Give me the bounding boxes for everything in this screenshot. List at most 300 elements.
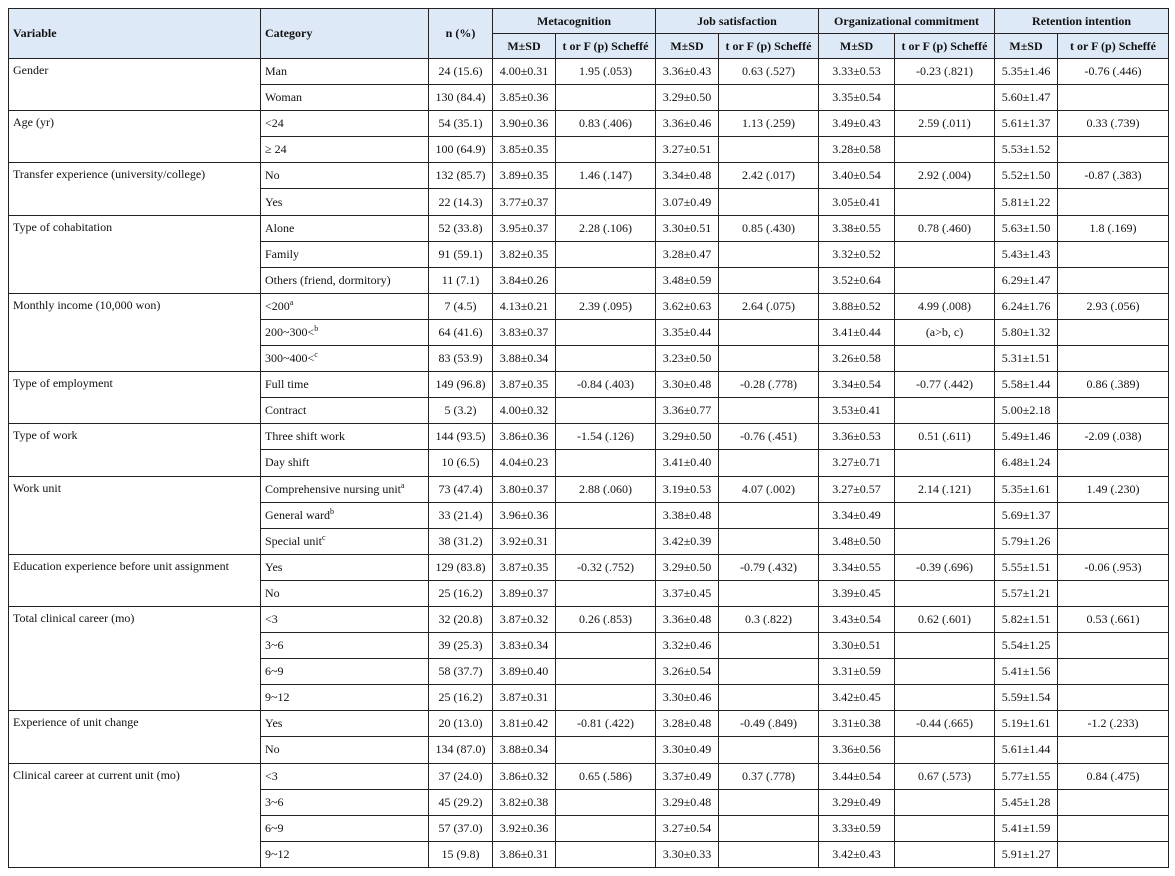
header-n: n (%) — [429, 9, 493, 59]
retention-test-cell — [1058, 319, 1169, 345]
metacognition-msd-cell: 3.86±0.36 — [493, 424, 556, 450]
job-satisfaction-msd-cell: 3.23±0.50 — [656, 346, 719, 372]
n-cell: 149 (96.8) — [429, 372, 493, 398]
category-label: Others (friend, dormitory) — [265, 272, 391, 287]
n-cell: 25 (16.2) — [429, 685, 493, 711]
category-cell — [261, 398, 429, 424]
category-cell — [261, 293, 429, 319]
category-cell — [261, 59, 429, 85]
commitment-test-cell — [895, 189, 995, 215]
retention-msd-cell: 5.52±1.50 — [995, 163, 1058, 189]
metacognition-test-cell — [556, 659, 656, 685]
retention-test-cell: 0.53 (.661) — [1058, 606, 1169, 632]
job-satisfaction-msd-cell: 3.37±0.49 — [656, 763, 719, 789]
metacognition-msd-cell: 3.85±0.36 — [493, 85, 556, 111]
n-cell: 83 (53.9) — [429, 346, 493, 372]
job-satisfaction-test-cell: -0.49 (.849) — [719, 711, 819, 737]
commitment-msd-cell: 3.27±0.57 — [819, 476, 895, 502]
retention-test-cell: -0.06 (.953) — [1058, 554, 1169, 580]
category-cell — [261, 554, 429, 580]
metacognition-test-cell — [556, 346, 656, 372]
table-row — [9, 711, 1169, 737]
table-body — [9, 59, 1169, 868]
n-cell: 52 (33.8) — [429, 215, 493, 241]
commitment-msd-cell: 3.41±0.44 — [819, 319, 895, 345]
category-cell — [261, 163, 429, 189]
commitment-test-cell — [895, 398, 995, 424]
job-satisfaction-msd-cell: 3.26±0.54 — [656, 659, 719, 685]
job-satisfaction-msd-cell: 3.36±0.43 — [656, 59, 719, 85]
commitment-msd-cell: 3.48±0.50 — [819, 528, 895, 554]
retention-msd-cell: 5.82±1.51 — [995, 606, 1058, 632]
category-cell — [261, 450, 429, 476]
category-label: 3~6 — [265, 794, 284, 809]
table-row — [9, 606, 1169, 632]
job-satisfaction-msd-cell: 3.27±0.54 — [656, 815, 719, 841]
retention-test-cell — [1058, 789, 1169, 815]
variable-cell: Type of employment — [9, 372, 261, 424]
header-category: Category — [261, 9, 429, 59]
job-satisfaction-test-cell — [719, 737, 819, 763]
commitment-msd-cell: 3.34±0.49 — [819, 502, 895, 528]
category-cell — [261, 319, 429, 345]
n-cell: 20 (13.0) — [429, 711, 493, 737]
category-cell — [261, 189, 429, 215]
retention-msd-cell: 5.49±1.46 — [995, 424, 1058, 450]
commitment-msd-cell: 3.38±0.55 — [819, 215, 895, 241]
header-retention-intention: Retention intention — [995, 9, 1169, 34]
n-cell: 33 (21.4) — [429, 502, 493, 528]
table-row — [9, 554, 1169, 580]
table-row — [9, 424, 1169, 450]
metacognition-test-cell — [556, 685, 656, 711]
metacognition-msd-cell: 3.86±0.31 — [493, 841, 556, 867]
variable-cell: Experience of unit change — [9, 711, 261, 763]
commitment-test-cell: 0.67 (.573) — [895, 763, 995, 789]
retention-test-cell — [1058, 841, 1169, 867]
category-label: Full time — [265, 377, 309, 392]
commitment-test-cell — [895, 789, 995, 815]
retention-test-cell — [1058, 685, 1169, 711]
job-satisfaction-test-cell: 0.63 (.527) — [719, 59, 819, 85]
job-satisfaction-test-cell — [719, 398, 819, 424]
metacognition-test-cell — [556, 189, 656, 215]
commitment-msd-cell: 3.29±0.49 — [819, 789, 895, 815]
category-cell — [261, 841, 429, 867]
metacognition-msd-cell: 3.85±0.35 — [493, 137, 556, 163]
job-satisfaction-msd-cell: 3.62±0.63 — [656, 293, 719, 319]
category-cell — [261, 606, 429, 632]
n-cell: 57 (37.0) — [429, 815, 493, 841]
job-satisfaction-test-cell: 2.64 (.075) — [719, 293, 819, 319]
category-label: Three shift work — [265, 429, 345, 444]
commitment-test-cell — [895, 841, 995, 867]
category-cell — [261, 137, 429, 163]
commitment-test-cell — [895, 528, 995, 554]
category-label: 6~9 — [265, 664, 284, 679]
job-satisfaction-msd-cell: 3.41±0.40 — [656, 450, 719, 476]
category-label: <200 — [265, 298, 290, 313]
commitment-test-cell: 2.14 (.121) — [895, 476, 995, 502]
job-satisfaction-test-cell: 0.3 (.822) — [719, 606, 819, 632]
table-row — [9, 59, 1169, 85]
header-test: t or F (p) Scheffé — [719, 34, 819, 59]
table-row — [9, 763, 1169, 789]
header-msd: M±SD — [493, 34, 556, 59]
n-cell: 38 (31.2) — [429, 528, 493, 554]
commitment-test-cell: 2.59 (.011) — [895, 111, 995, 137]
job-satisfaction-msd-cell: 3.19±0.53 — [656, 476, 719, 502]
job-satisfaction-msd-cell: 3.36±0.46 — [656, 111, 719, 137]
metacognition-msd-cell: 3.88±0.34 — [493, 737, 556, 763]
n-cell: 144 (93.5) — [429, 424, 493, 450]
table-row — [9, 215, 1169, 241]
category-cell — [261, 215, 429, 241]
job-satisfaction-msd-cell: 3.30±0.33 — [656, 841, 719, 867]
job-satisfaction-msd-cell: 3.29±0.50 — [656, 85, 719, 111]
job-satisfaction-msd-cell: 3.30±0.46 — [656, 685, 719, 711]
retention-test-cell — [1058, 815, 1169, 841]
variable-cell: Age (yr) — [9, 111, 261, 163]
commitment-test-cell — [895, 241, 995, 267]
job-satisfaction-test-cell — [719, 267, 819, 293]
n-cell: 11 (7.1) — [429, 267, 493, 293]
commitment-msd-cell: 3.42±0.43 — [819, 841, 895, 867]
commitment-msd-cell: 3.34±0.54 — [819, 372, 895, 398]
job-satisfaction-test-cell — [719, 815, 819, 841]
metacognition-msd-cell: 3.80±0.37 — [493, 476, 556, 502]
retention-test-cell: -0.76 (.446) — [1058, 59, 1169, 85]
job-satisfaction-msd-cell: 3.30±0.48 — [656, 372, 719, 398]
retention-test-cell: 0.86 (.389) — [1058, 372, 1169, 398]
commitment-test-cell: -0.39 (.696) — [895, 554, 995, 580]
job-satisfaction-test-cell: 4.07 (.002) — [719, 476, 819, 502]
commitment-test-cell — [895, 346, 995, 372]
metacognition-msd-cell: 3.89±0.35 — [493, 163, 556, 189]
retention-msd-cell: 5.58±1.44 — [995, 372, 1058, 398]
header-msd: M±SD — [995, 34, 1058, 59]
metacognition-test-cell: -0.81 (.422) — [556, 711, 656, 737]
retention-test-cell — [1058, 659, 1169, 685]
metacognition-msd-cell: 3.92±0.36 — [493, 815, 556, 841]
retention-test-cell: 2.93 (.056) — [1058, 293, 1169, 319]
commitment-msd-cell: 3.31±0.59 — [819, 659, 895, 685]
retention-test-cell — [1058, 737, 1169, 763]
group-superscript: c — [322, 532, 326, 542]
retention-test-cell: -1.2 (.233) — [1058, 711, 1169, 737]
header-test: t or F (p) Scheffé — [895, 34, 995, 59]
job-satisfaction-msd-cell: 3.36±0.48 — [656, 606, 719, 632]
category-cell — [261, 476, 429, 502]
group-superscript: a — [400, 480, 405, 490]
retention-msd-cell: 5.57±1.21 — [995, 580, 1058, 606]
job-satisfaction-msd-cell: 3.27±0.51 — [656, 137, 719, 163]
retention-msd-cell: 5.35±1.61 — [995, 476, 1058, 502]
retention-test-cell — [1058, 502, 1169, 528]
n-cell: 91 (59.1) — [429, 241, 493, 267]
job-satisfaction-test-cell — [719, 502, 819, 528]
category-label: 3~6 — [265, 638, 284, 653]
metacognition-test-cell: 2.28 (.106) — [556, 215, 656, 241]
retention-msd-cell: 5.77±1.55 — [995, 763, 1058, 789]
category-cell — [261, 111, 429, 137]
commitment-test-cell — [895, 450, 995, 476]
commitment-test-cell — [895, 137, 995, 163]
variable-cell: Clinical career at current unit (mo) — [9, 763, 261, 867]
commitment-test-cell — [895, 267, 995, 293]
category-cell — [261, 424, 429, 450]
metacognition-test-cell — [556, 841, 656, 867]
retention-msd-cell: 5.43±1.43 — [995, 241, 1058, 267]
category-label: 200~300< — [265, 324, 315, 339]
commitment-msd-cell: 3.36±0.56 — [819, 737, 895, 763]
table-row — [9, 163, 1169, 189]
category-cell — [261, 580, 429, 606]
table-row — [9, 293, 1169, 319]
commitment-test-cell — [895, 502, 995, 528]
category-cell — [261, 815, 429, 841]
commitment-test-cell — [895, 85, 995, 111]
commitment-msd-cell: 3.40±0.54 — [819, 163, 895, 189]
retention-test-cell: 0.84 (.475) — [1058, 763, 1169, 789]
retention-msd-cell: 5.00±2.18 — [995, 398, 1058, 424]
retention-msd-cell: 5.53±1.52 — [995, 137, 1058, 163]
commitment-msd-cell: 3.42±0.45 — [819, 685, 895, 711]
category-label: Special unit — [265, 533, 322, 548]
commitment-test-cell: -0.44 (.665) — [895, 711, 995, 737]
category-label: <3 — [265, 612, 278, 627]
category-label: Alone — [265, 220, 295, 235]
header-metacognition: Metacognition — [493, 9, 656, 34]
job-satisfaction-test-cell: 0.85 (.430) — [719, 215, 819, 241]
job-satisfaction-msd-cell: 3.30±0.51 — [656, 215, 719, 241]
job-satisfaction-msd-cell: 3.07±0.49 — [656, 189, 719, 215]
retention-msd-cell: 5.91±1.27 — [995, 841, 1058, 867]
metacognition-test-cell: -0.32 (.752) — [556, 554, 656, 580]
commitment-test-cell — [895, 685, 995, 711]
category-label: Yes — [265, 559, 283, 574]
category-cell — [261, 346, 429, 372]
job-satisfaction-test-cell — [719, 189, 819, 215]
commitment-msd-cell: 3.43±0.54 — [819, 606, 895, 632]
variable-cell: Education experience before unit assignment — [9, 554, 261, 606]
job-satisfaction-msd-cell: 3.30±0.49 — [656, 737, 719, 763]
results-table — [8, 8, 1169, 868]
category-cell — [261, 659, 429, 685]
retention-msd-cell: 5.45±1.28 — [995, 789, 1058, 815]
metacognition-msd-cell: 3.87±0.32 — [493, 606, 556, 632]
metacognition-msd-cell: 4.04±0.23 — [493, 450, 556, 476]
commitment-test-cell — [895, 580, 995, 606]
metacognition-test-cell — [556, 85, 656, 111]
metacognition-test-cell: 0.65 (.586) — [556, 763, 656, 789]
group-superscript: b — [329, 506, 334, 516]
variable-cell: Type of cohabitation — [9, 215, 261, 293]
n-cell: 39 (25.3) — [429, 633, 493, 659]
commitment-test-cell: 0.51 (.611) — [895, 424, 995, 450]
category-label: 9~12 — [265, 846, 290, 861]
retention-msd-cell: 5.41±1.56 — [995, 659, 1058, 685]
retention-msd-cell: 6.48±1.24 — [995, 450, 1058, 476]
category-label: Comprehensive nursing unit — [265, 481, 401, 496]
metacognition-msd-cell: 3.82±0.35 — [493, 241, 556, 267]
retention-msd-cell: 5.54±1.25 — [995, 633, 1058, 659]
metacognition-msd-cell: 3.89±0.40 — [493, 659, 556, 685]
metacognition-test-cell: -1.54 (.126) — [556, 424, 656, 450]
variable-cell: Gender — [9, 59, 261, 111]
retention-msd-cell: 5.63±1.50 — [995, 215, 1058, 241]
n-cell: 22 (14.3) — [429, 189, 493, 215]
n-cell: 130 (84.4) — [429, 85, 493, 111]
metacognition-msd-cell: 3.87±0.35 — [493, 554, 556, 580]
commitment-test-cell: 4.99 (.008) — [895, 293, 995, 319]
job-satisfaction-test-cell — [719, 241, 819, 267]
table-row — [9, 372, 1169, 398]
n-cell: 54 (35.1) — [429, 111, 493, 137]
commitment-msd-cell: 3.32±0.52 — [819, 241, 895, 267]
job-satisfaction-test-cell — [719, 841, 819, 867]
job-satisfaction-msd-cell: 3.29±0.50 — [656, 424, 719, 450]
metacognition-test-cell — [556, 398, 656, 424]
header-msd: M±SD — [819, 34, 895, 59]
metacognition-msd-cell: 4.00±0.31 — [493, 59, 556, 85]
retention-msd-cell: 5.61±1.44 — [995, 737, 1058, 763]
variable-cell: Work unit — [9, 476, 261, 554]
n-cell: 37 (24.0) — [429, 763, 493, 789]
job-satisfaction-test-cell — [719, 319, 819, 345]
retention-msd-cell: 5.79±1.26 — [995, 528, 1058, 554]
metacognition-msd-cell: 3.89±0.37 — [493, 580, 556, 606]
category-label: No — [265, 168, 280, 183]
group-superscript: b — [314, 323, 319, 333]
commitment-msd-cell: 3.28±0.58 — [819, 137, 895, 163]
retention-msd-cell: 5.60±1.47 — [995, 85, 1058, 111]
category-cell — [261, 737, 429, 763]
variable-cell: Monthly income (10,000 won) — [9, 293, 261, 371]
retention-msd-cell: 5.80±1.32 — [995, 319, 1058, 345]
metacognition-test-cell — [556, 633, 656, 659]
category-label: No — [265, 585, 280, 600]
metacognition-test-cell — [556, 319, 656, 345]
commitment-msd-cell: 3.05±0.41 — [819, 189, 895, 215]
metacognition-test-cell — [556, 267, 656, 293]
job-satisfaction-test-cell: 0.37 (.778) — [719, 763, 819, 789]
commitment-test-cell — [895, 633, 995, 659]
job-satisfaction-msd-cell: 3.29±0.50 — [656, 554, 719, 580]
retention-test-cell — [1058, 580, 1169, 606]
n-cell: 129 (83.8) — [429, 554, 493, 580]
category-label: Man — [265, 64, 287, 79]
metacognition-test-cell — [556, 528, 656, 554]
table-row — [9, 111, 1169, 137]
job-satisfaction-msd-cell: 3.34±0.48 — [656, 163, 719, 189]
n-cell: 24 (15.6) — [429, 59, 493, 85]
metacognition-msd-cell: 3.84±0.26 — [493, 267, 556, 293]
n-cell: 58 (37.7) — [429, 659, 493, 685]
retention-msd-cell: 5.59±1.54 — [995, 685, 1058, 711]
retention-msd-cell: 5.81±1.22 — [995, 189, 1058, 215]
commitment-test-cell: -0.23 (.821) — [895, 59, 995, 85]
metacognition-msd-cell: 3.86±0.32 — [493, 763, 556, 789]
n-cell: 15 (9.8) — [429, 841, 493, 867]
metacognition-test-cell: 2.39 (.095) — [556, 293, 656, 319]
category-cell — [261, 711, 429, 737]
retention-test-cell — [1058, 528, 1169, 554]
metacognition-test-cell — [556, 815, 656, 841]
metacognition-msd-cell: 3.88±0.34 — [493, 346, 556, 372]
header-test: t or F (p) Scheffé — [1058, 34, 1169, 59]
metacognition-msd-cell: 3.96±0.36 — [493, 502, 556, 528]
commitment-msd-cell: 3.33±0.59 — [819, 815, 895, 841]
category-label: <24 — [265, 116, 284, 131]
commitment-msd-cell: 3.31±0.38 — [819, 711, 895, 737]
retention-msd-cell: 5.35±1.46 — [995, 59, 1058, 85]
retention-msd-cell: 5.69±1.37 — [995, 502, 1058, 528]
variable-cell: Total clinical career (mo) — [9, 606, 261, 710]
commitment-msd-cell: 3.88±0.52 — [819, 293, 895, 319]
job-satisfaction-msd-cell: 3.48±0.59 — [656, 267, 719, 293]
category-label: No — [265, 742, 280, 757]
category-label: Yes — [265, 716, 283, 731]
metacognition-test-cell: 2.88 (.060) — [556, 476, 656, 502]
commitment-msd-cell: 3.35±0.54 — [819, 85, 895, 111]
commitment-test-cell: 2.92 (.004) — [895, 163, 995, 189]
metacognition-msd-cell: 3.83±0.37 — [493, 319, 556, 345]
category-label: Yes — [265, 194, 283, 209]
commitment-msd-cell: 3.53±0.41 — [819, 398, 895, 424]
job-satisfaction-msd-cell: 3.28±0.48 — [656, 711, 719, 737]
job-satisfaction-msd-cell: 3.29±0.48 — [656, 789, 719, 815]
n-cell: 10 (6.5) — [429, 450, 493, 476]
n-cell: 25 (16.2) — [429, 580, 493, 606]
retention-test-cell — [1058, 137, 1169, 163]
job-satisfaction-msd-cell: 3.38±0.48 — [656, 502, 719, 528]
job-satisfaction-test-cell: -0.28 (.778) — [719, 372, 819, 398]
n-cell: 100 (64.9) — [429, 137, 493, 163]
retention-msd-cell: 5.41±1.59 — [995, 815, 1058, 841]
variable-cell: Transfer experience (university/college) — [9, 163, 261, 215]
category-cell — [261, 528, 429, 554]
job-satisfaction-test-cell: 1.13 (.259) — [719, 111, 819, 137]
commitment-msd-cell: 3.39±0.45 — [819, 580, 895, 606]
category-label: 9~12 — [265, 690, 290, 705]
retention-test-cell: 1.8 (.169) — [1058, 215, 1169, 241]
retention-test-cell: -2.09 (.038) — [1058, 424, 1169, 450]
category-cell — [261, 763, 429, 789]
commitment-test-cell: 0.78 (.460) — [895, 215, 995, 241]
commitment-msd-cell: 3.36±0.53 — [819, 424, 895, 450]
n-cell: 64 (41.6) — [429, 319, 493, 345]
job-satisfaction-test-cell — [719, 633, 819, 659]
table-header — [9, 9, 1169, 59]
category-cell — [261, 372, 429, 398]
variable-cell: Type of work — [9, 424, 261, 476]
category-cell — [261, 267, 429, 293]
retention-test-cell — [1058, 189, 1169, 215]
metacognition-test-cell: 0.83 (.406) — [556, 111, 656, 137]
metacognition-test-cell — [556, 450, 656, 476]
retention-test-cell: -0.87 (.383) — [1058, 163, 1169, 189]
retention-test-cell — [1058, 267, 1169, 293]
category-label: 300~400< — [265, 351, 315, 366]
job-satisfaction-msd-cell: 3.32±0.46 — [656, 633, 719, 659]
metacognition-msd-cell: 3.90±0.36 — [493, 111, 556, 137]
commitment-test-cell — [895, 659, 995, 685]
retention-msd-cell: 5.19±1.61 — [995, 711, 1058, 737]
retention-test-cell — [1058, 241, 1169, 267]
job-satisfaction-msd-cell: 3.37±0.45 — [656, 580, 719, 606]
commitment-msd-cell: 3.44±0.54 — [819, 763, 895, 789]
